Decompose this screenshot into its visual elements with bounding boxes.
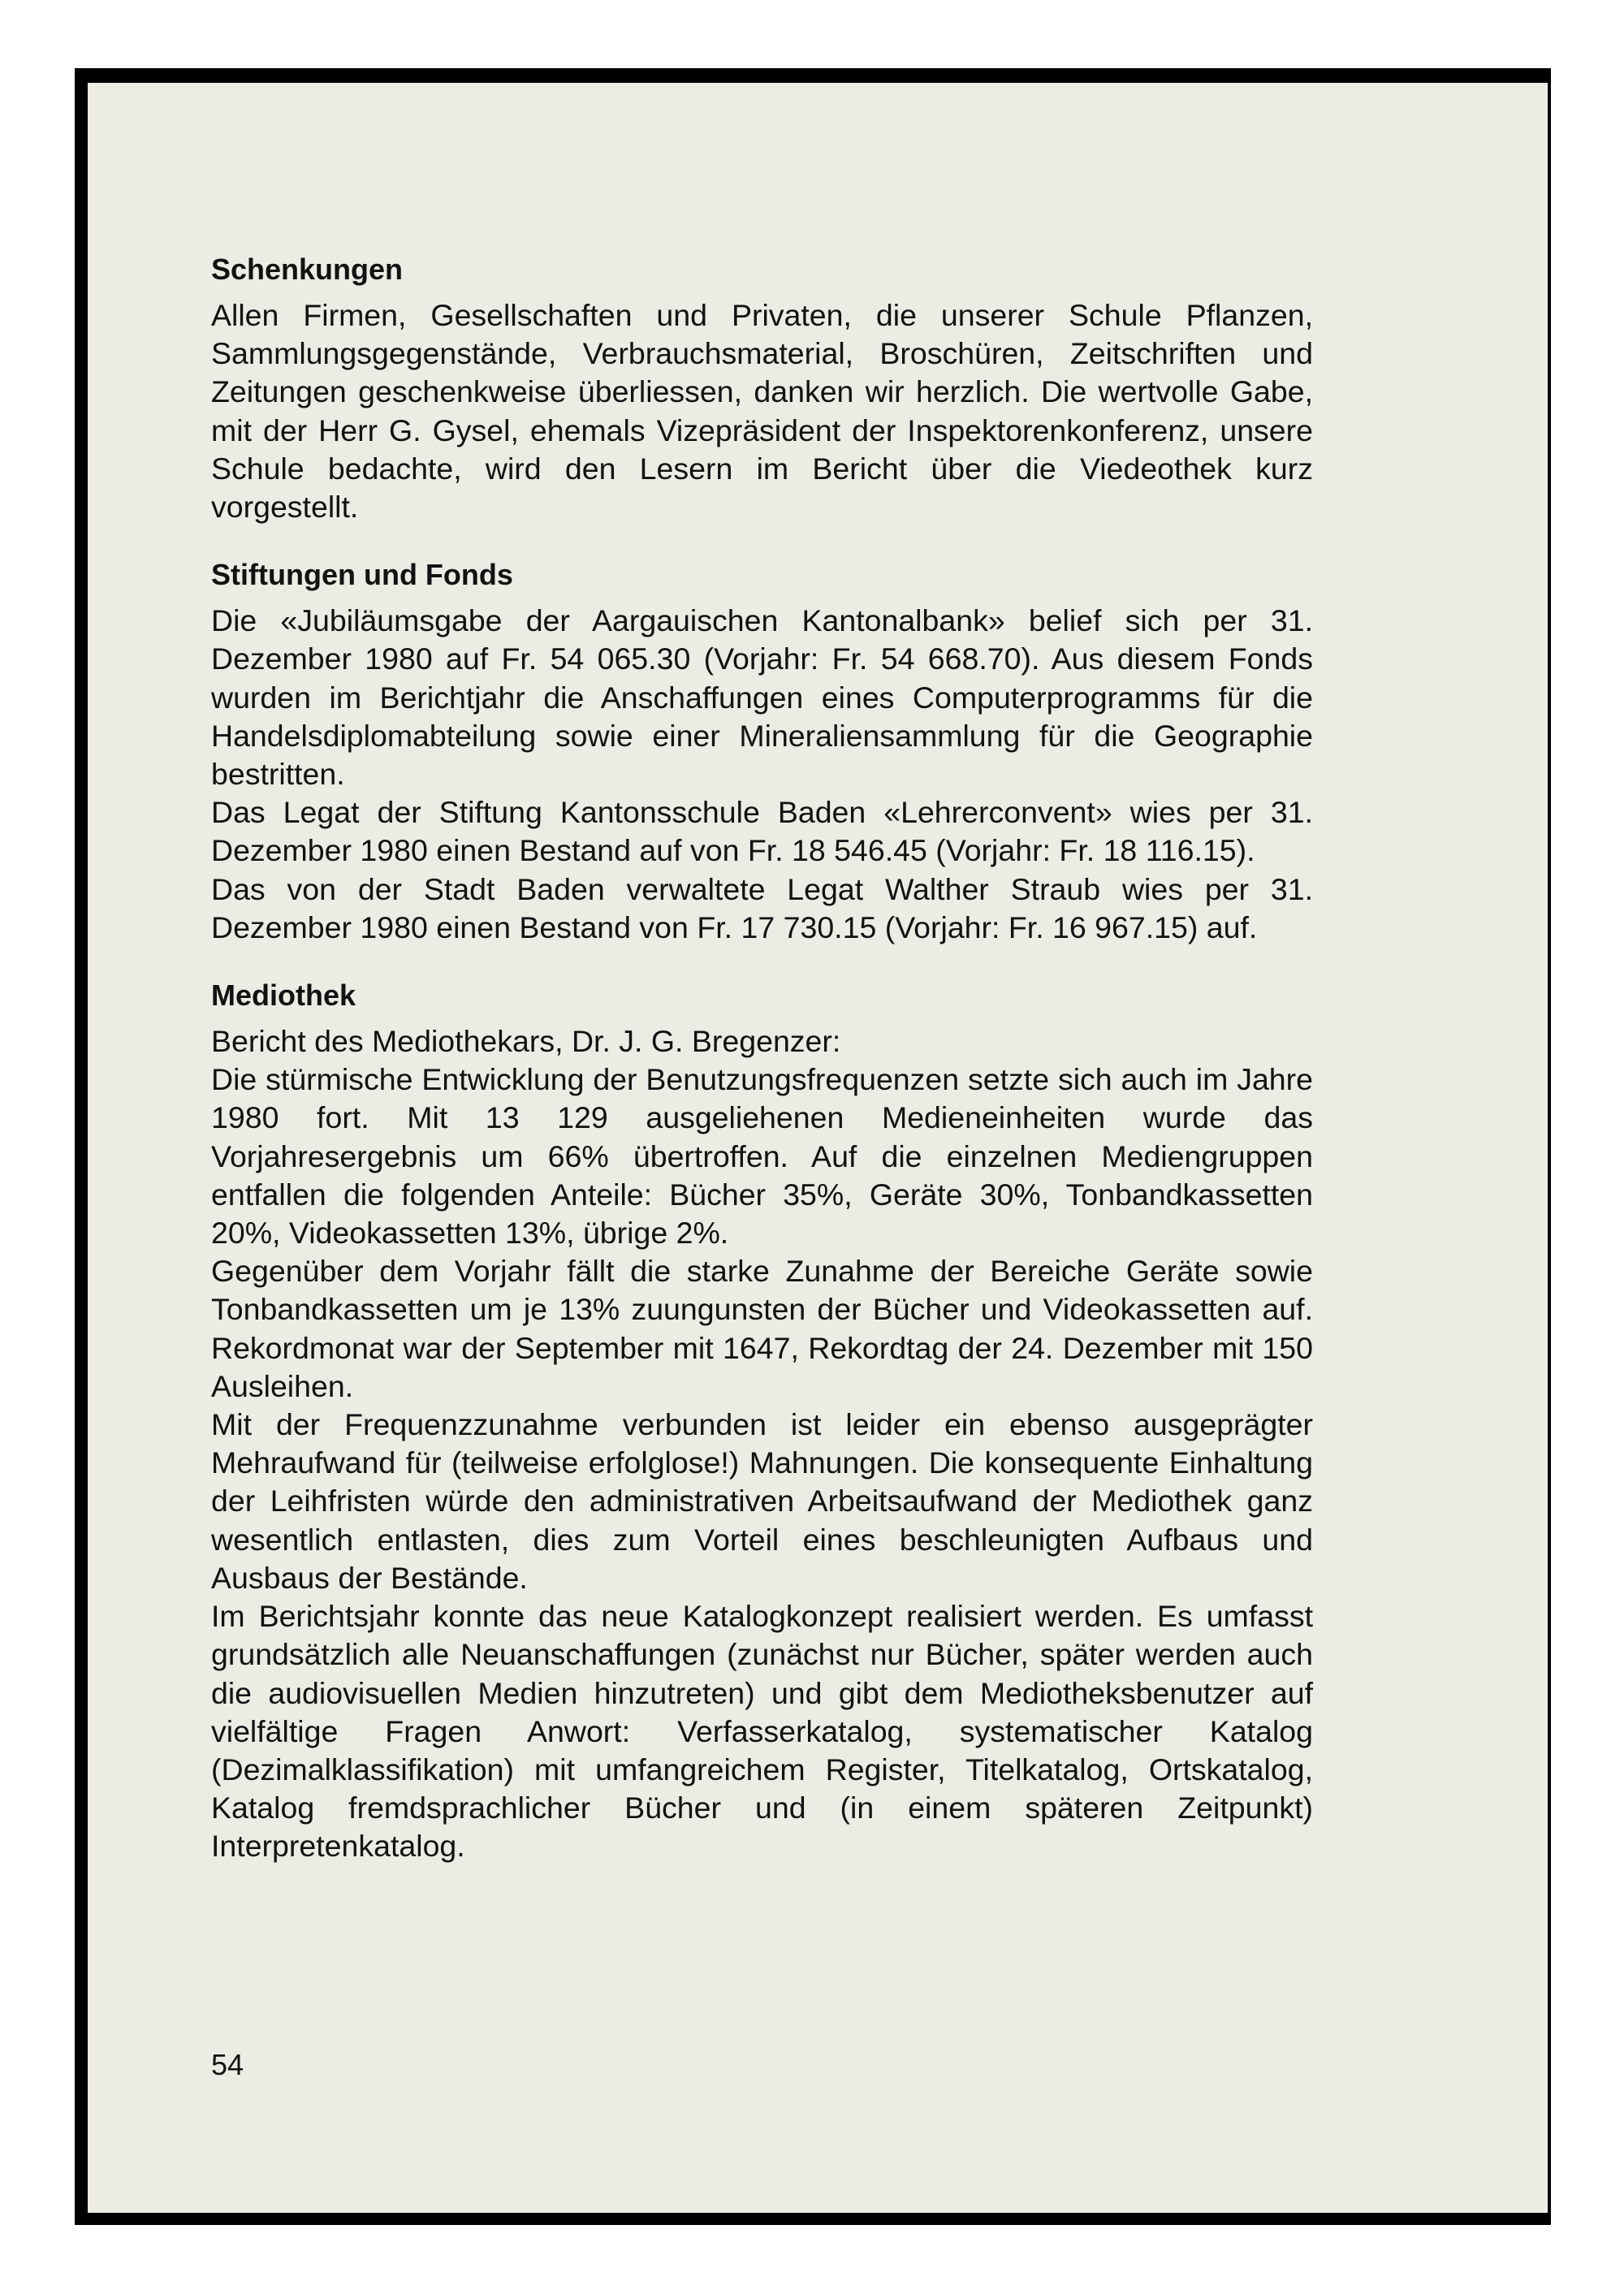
paragraph: Mit der Frequenzzunahme verbunden ist leider ein ebenso ausgeprägter Mehraufwand für (teilweise erfolglose!) Mahnungen. Die konsequente Einhaltung der Leihfristen würde den administrativen Arbeitsaufwand der Mediothek ganz wesentlich entlasten, dies zum Vorteil eines beschleunigten Aufbaus und Ausbaus der Bestände. (211, 1407, 1313, 1595)
paragraph: Das von der Stadt Baden verwaltete Legat Walther Straub wies per 31. Dezember 1980 einen Bestand von Fr. 17 730.15 (Vorjahr: Fr. 16 967.15) auf. (211, 871, 1313, 944)
paragraph: Bericht des Mediothekars, Dr. J. G. Bregenzer: (211, 1024, 841, 1059)
paragraph: Gegenüber dem Vorjahr fällt die starke Zunahme der Bereiche Geräte sowie Tonbandkassetten um je 13% zuungunsten der Bücher und Videokassetten auf. Rekordmonat war der September mit 1647, Rekordtag der 24. Dezember mit 150 Ausleihen. (211, 1254, 1313, 1403)
section-heading-mediothek: Mediothek (211, 979, 356, 1013)
page-number: 54 (211, 2048, 244, 2081)
paragraph: Die stürmische Entwicklung der Benutzungsfrequenzen setzte sich auch im Jahre 1980 fort. Mit 13 129 ausgeliehenen Medieneinheiten wurde das Vorjahresergebnis um 66% übertroffen. Auf die einzelnen Mediengruppen entfallen die folgenden Anteile: Bücher 35%, Geräte 30%, Tonbandkassetten 20%, Videokassetten 13%, übrige 2%. (211, 1062, 1313, 1251)
section-heading-schenkungen: Schenkungen (211, 253, 404, 286)
paragraph: Das Legat der Stiftung Kantonsschule Baden «Lehrerconvent» wies per 31. Dezember 1980 einen Bestand auf von Fr. 18 546.45 (Vorjahr: Fr. 18 116.15). (211, 795, 1313, 868)
paragraph: Allen Firmen, Gesellschaften und Privaten, die unserer Schule Pflanzen, Sammlungsgegenstände, Verbrauchsmaterial, Broschüren, Zeitschriften und Zeitungen geschenkweise überliessen, danken wir herzlich. Die wertvolle Gabe, mit der Herr G. Gysel, ehemals Vizepräsident der Inspektorenkonferenz, unsere Schule bedachte, wird den Lesern im Bericht über die Viedeothek kurz vorgestellt. (211, 298, 1313, 525)
paragraph: Im Berichtsjahr konnte das neue Katalogkonzept realisiert werden. Es umfasst grundsätzlich alle Neuanschaffungen (zunächst nur Bücher, später werden auch die audiovisuellen Medien hinzutreten) und gibt dem Mediotheksbenutzer auf vielfältige Fragen Anwort: Verfasserkatalog, systematischer Katalog (Dezimalklassifikation) mit umfangreichem Register, Titelkatalog, Ortskatalog, Katalog fremdsprachlicher Bücher und (in einem späteren Zeitpunkt) Interpretenkatalog. (211, 1599, 1313, 1864)
section-heading-stiftungen: Stiftungen und Fonds (211, 558, 513, 592)
document-page (88, 83, 1548, 2213)
paragraph: Die «Jubiläumsgabe der Aargauischen Kantonalbank» belief sich per 31. Dezember 1980 auf Fr. 54 065.30 (Vorjahr: Fr. 54 668.70). Aus diesem Fonds wurden im Berichtjahr die Anschaffungen eines Computerprogramms für die Handelsdiplomabteilung sowie einer Mineraliensammlung für die Geographie bestritten. (211, 603, 1313, 792)
document-body (211, 250, 1313, 1866)
